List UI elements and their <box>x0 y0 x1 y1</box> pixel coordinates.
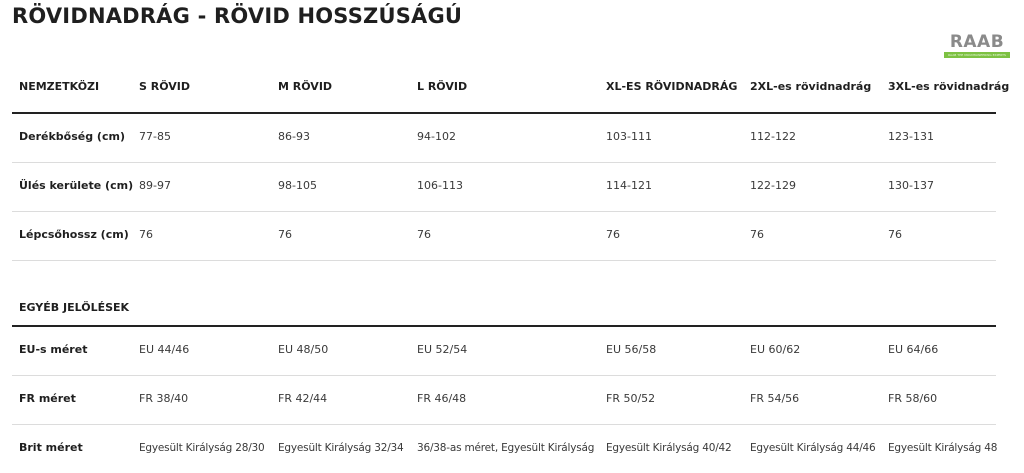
table-cell: 76 <box>139 228 153 241</box>
table-cell: 36/38-as méret, Egyesült Királyság <box>417 442 595 454</box>
table-cell: FR 50/52 <box>606 392 656 405</box>
column-header: XL-ES RÖVIDNADRÁG <box>606 80 738 93</box>
column-header: M RÖVID <box>278 80 333 93</box>
table-cell: EU 56/58 <box>606 343 657 356</box>
table-cell: 76 <box>888 228 902 241</box>
table-cell: Egyesült Királyság 28/30 <box>139 442 265 454</box>
section-spacer <box>12 261 996 293</box>
table-cell: Egyesült Királyság 48 <box>888 442 998 454</box>
column-header: L RÖVID <box>417 80 468 93</box>
table-cell: 106-113 <box>417 179 463 192</box>
table-cell: EU 44/46 <box>139 343 190 356</box>
table-row <box>12 163 996 212</box>
table-cell: EU 64/66 <box>888 343 939 356</box>
table-cell: 130-137 <box>888 179 934 192</box>
row-label: EU-s méret <box>19 343 88 356</box>
table-cell: Egyesült Királyság 32/34 <box>278 442 404 454</box>
table-cell: FR 46/48 <box>417 392 467 405</box>
row-label: Brit méret <box>19 441 83 454</box>
logo-text: RAAB <box>949 32 1005 52</box>
row-label: Lépcsőhossz (cm) <box>19 228 129 241</box>
column-header: NEMZETKÖZI <box>19 80 100 93</box>
table-cell: EU 60/62 <box>750 343 801 356</box>
section-header-row <box>12 293 996 327</box>
table-row <box>12 327 996 376</box>
table-cell: 76 <box>606 228 620 241</box>
table-row <box>12 425 996 473</box>
column-header: 2XL-es rövidnadrág <box>750 80 872 93</box>
table-cell: 89-97 <box>139 179 171 192</box>
size-chart-table <box>12 64 1010 464</box>
table-cell: 123-131 <box>888 130 934 143</box>
table-cell: 86-93 <box>278 130 310 143</box>
table-cell: 94-102 <box>417 130 456 143</box>
table-cell: 98-105 <box>278 179 317 192</box>
table-cell: EU 52/54 <box>417 343 468 356</box>
table-cell: 76 <box>750 228 764 241</box>
row-label: FR méret <box>19 392 76 405</box>
column-header: S RÖVID <box>139 80 191 93</box>
table-cell: 76 <box>278 228 292 241</box>
table-cell: FR 42/44 <box>278 392 328 405</box>
table-cell: 76 <box>417 228 431 241</box>
table-cell: 122-129 <box>750 179 796 192</box>
table-cell: 77-85 <box>139 130 171 143</box>
table-cell: EU 48/50 <box>278 343 329 356</box>
logo-tagline: RAAB THE MOUNTAINEERING EXPERTS <box>944 52 1010 58</box>
row-label: Derékbőség (cm) <box>19 130 125 143</box>
table-cell: Egyesült Királyság 40/42 <box>606 442 732 454</box>
brand-logo <box>942 32 1012 60</box>
table-row <box>12 114 996 163</box>
table-row <box>12 212 996 261</box>
table-cell: FR 58/60 <box>888 392 938 405</box>
section-heading: EGYÉB JELÖLÉSEK <box>19 301 130 314</box>
table-cell: Egyesült Királyság 44/46 <box>750 442 876 454</box>
table-cell: 112-122 <box>750 130 796 143</box>
table-cell: 114-121 <box>606 179 652 192</box>
page-title: RÖVIDNADRÁG - RÖVID HOSSZÚSÁGÚ <box>12 4 463 28</box>
row-label: Ülés kerülete (cm) <box>19 179 134 192</box>
table-cell: FR 38/40 <box>139 392 189 405</box>
table-cell: 103-111 <box>606 130 652 143</box>
table-header-row <box>12 64 1010 114</box>
column-header: 3XL-es rövidnadrág <box>888 80 1010 93</box>
table-cell: FR 54/56 <box>750 392 800 405</box>
table-row <box>12 376 996 425</box>
